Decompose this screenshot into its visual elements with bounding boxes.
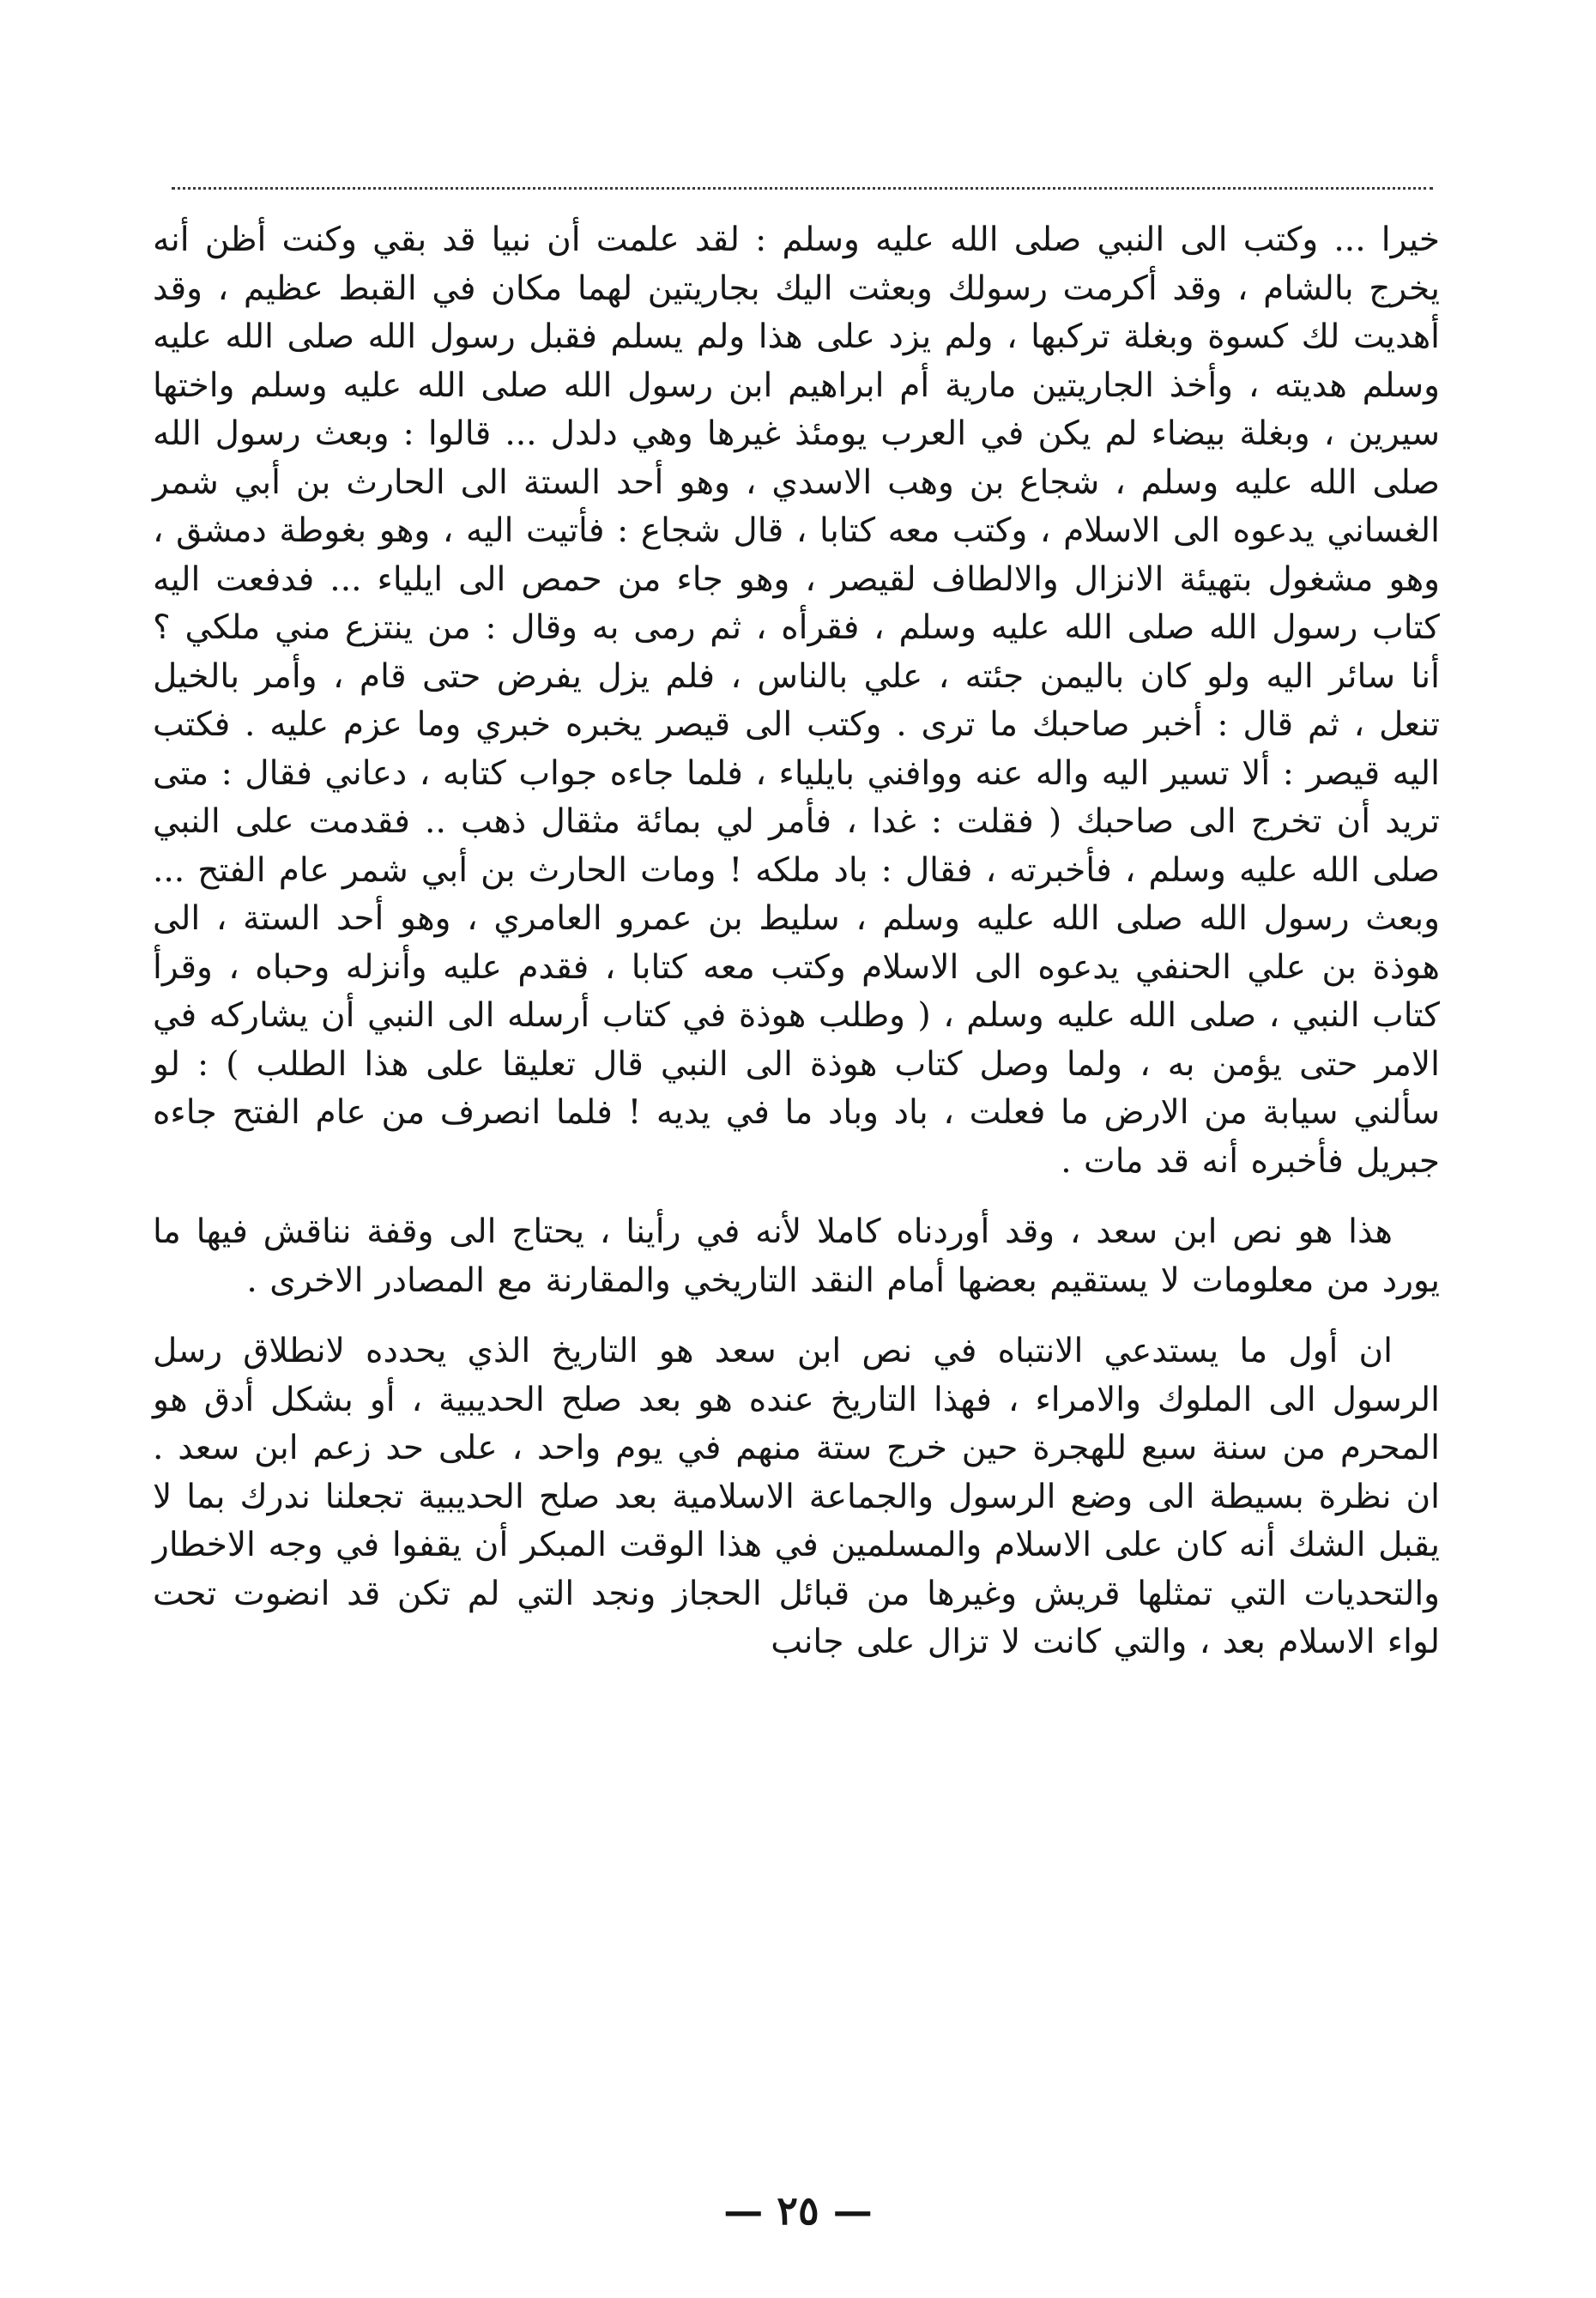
body-text [153, 216, 1440, 1667]
header-dotted-rule [172, 187, 1433, 190]
paragraph-analysis: ان أول ما يستدعي الانتباه في نص ابن سعد هو التاريخ الذي يحدده لانطلاق رسل الرسول الى الملوك والامراء ، فهذا التاريخ عنده هو بعد صلح الحديبية ، أو بشكل أدق هو المحرم من سنة سبع للهجرة حين خرج ستة منهم في يوم واحد ، على حد زعم ابن سعد . ان نظرة بسيطة الى وضع الرسول والجماعة الاسلامية بعد صلح الحديبية تجعلنا ندرك بما لا يقبل الشك أنه كان على الاسلام والمسلمين في هذا الوقت المبكر أن يقفوا في وجه الاخطار والتحديات التي تمثلها قريش وغيرها من قبائل الحجاز ونجد التي لم تكن قد انضوت تحت لواء الاسلام بعد ، والتي كانت لا تزال على جانب [153, 1332, 1440, 1661]
paragraph-quotation: خيرا ... وكتب الى النبي صلى الله عليه وسلم : لقد علمت أن نبيا قد بقي وكنت أظن أنه يخرج بالشام ، وقد أكرمت رسولك وبعثت اليك بجاريتين لهما مكان في القبط عظيم ، وقد أهديت لك كسوة وبغلة تركبها ، ولم يزد على هذا ولم يسلم فقبل رسول الله صلى الله عليه وسلم هديته ، وأخذ الجاريتين مارية أم ابراهيم ابن رسول الله صلى الله عليه وسلم واختها سيرين ، وبغلة بيضاء لم يكن في العرب يومئذ غيرها وهي دلدل ... قالوا : وبعث رسول الله صلى الله عليه وسلم ، شجاع بن وهب الاسدي ، وهو أحد الستة الى الحارث بن أبي شمر الغساني يدعوه الى الاسلام ، وكتب معه كتابا ، قال شجاع : فأتيت اليه ، وهو بغوطة دمشق ، وهو مشغول بتهيئة الانزال والالطاف لقيصر ، وهو جاء من حمص الى ايلياء ... فدفعت اليه كتاب رسول الله صلى الله عليه وسلم ، فقرأه ، ثم رمى به وقال : من ينتزع مني ملكي ؟ أنا سائر اليه ولو كان باليمن جئته ، علي بالناس ، فلم يزل يفرض حتى قام ، وأمر بالخيل تنعل ، ثم قال : أخبر صاحبك ما ترى . وكتب الى قيصر يخبره خبري وما عزم عليه . فكتب اليه قيصر : ألا تسير اليه واله عنه ووافني بايلياء ، فلما جاءه جواب كتابه ، دعاني فقال : متى تريد أن تخرج الى صاحبك ( فقلت : غدا ، فأمر لي بمائة مثقال ذهب .. فقدمت على النبي صلى الله عليه وسلم ، فأخبرته ، فقال : باد ملكه ! ومات الحارث بن أبي شمر عام الفتح ... وبعث رسول الله صلى الله عليه وسلم ، سليط بن عمرو العامري ، وهو أحد الستة ، الى هوذة بن علي الحنفي يدعوه الى الاسلام وكتب معه كتابا ، فقدم عليه وأنزله وحباه ، وقرأ كتاب النبي ، صلى الله عليه وسلم ، ( وطلب هوذة في كتاب أرسله الى النبي أن يشاركه في الامر حتى يؤمن به ، ولما وصل كتاب هوذة الى النبي قال تعليقا على هذا الطلب ) : لو سألني سيابة من الارض ما فعلت ، باد وباد ما في يديه ! فلما انصرف من عام الفتح جاءه جبريل فأخبره أنه قد مات . [153, 221, 1440, 1181]
page-number: — ٢٥ — [723, 2187, 873, 2234]
paragraph-commentary: هذا هو نص ابن سعد ، وقد أوردناه كاملا لأنه في رأينا ، يحتاج الى وقفة نناقش فيها ما يورد من معلومات لا يستقيم بعضها أمام النقد التاريخي والمقارنة مع المصادر الاخرى . [153, 1212, 1440, 1300]
